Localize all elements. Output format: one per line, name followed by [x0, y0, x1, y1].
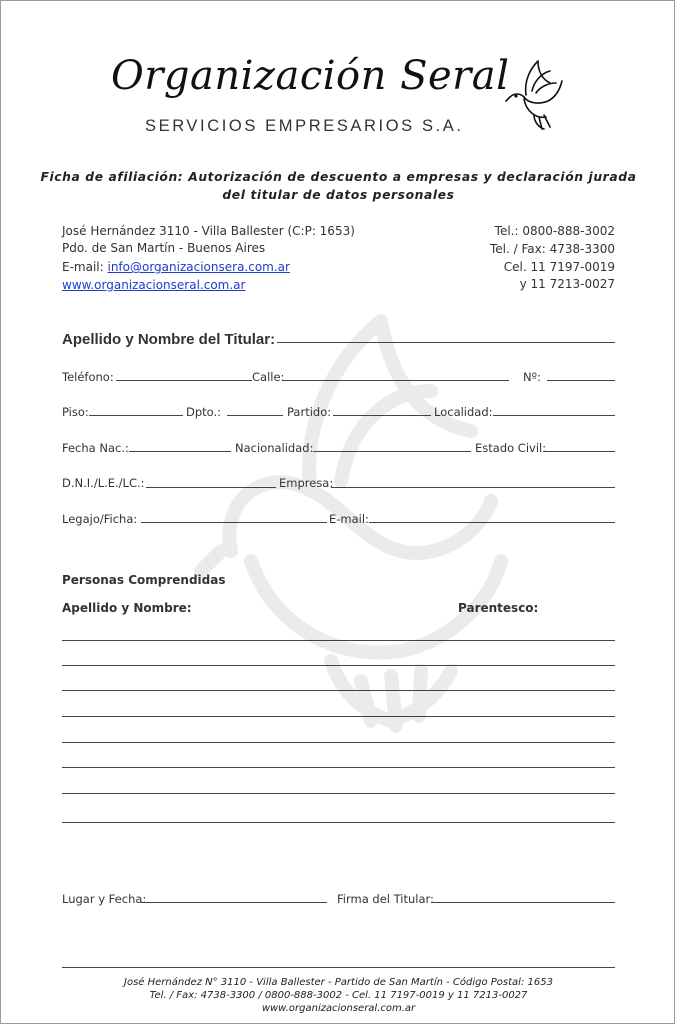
persons-row-field[interactable]	[62, 640, 615, 641]
footer-phones: Tel. / Fax: 4738-3300 / 0800-888-3002 - Cel. 11 7197-0019 y 11 7213-0027	[149, 990, 528, 1001]
numero-label: Nº:	[523, 370, 541, 384]
localidad-label: Localidad:	[434, 405, 493, 419]
address-line2: Pdo. de San Martín - Buenos Aires	[62, 241, 266, 255]
email-link[interactable]: info@organizacionsera.com.ar	[107, 260, 290, 274]
email-field[interactable]	[369, 522, 615, 523]
fecha-nac-label: Fecha Nac.:	[62, 441, 129, 455]
empresa-label: Empresa:	[279, 476, 334, 490]
website-row	[62, 278, 245, 292]
place-date-field[interactable]	[141, 902, 327, 903]
dove-icon	[504, 57, 566, 133]
nacionalidad-field[interactable]	[313, 451, 471, 452]
phone-tel: Tel.: 0800-888-3002	[494, 224, 615, 238]
brand-tagline: SERVICIOS EMPRESARIOS S.A.	[145, 117, 464, 135]
email-row	[62, 260, 290, 274]
estado-civil-field[interactable]	[543, 451, 615, 452]
form-title-line2: del titular de datos personales	[222, 188, 455, 202]
phone-telfax: Tel. / Fax: 4738-3300	[489, 242, 615, 256]
persons-row-field[interactable]	[62, 767, 615, 768]
dpto-label: Dpto.:	[186, 405, 222, 419]
form-title: Ficha de afiliación: Autorización de descuento a empresas y declaración jurada	[40, 170, 637, 184]
persons-name-column: Apellido y Nombre:	[62, 601, 192, 615]
persons-row-field[interactable]	[62, 742, 615, 743]
persons-row-field[interactable]	[62, 822, 615, 823]
signature-label: Firma del Titular:	[337, 892, 434, 906]
dni-field[interactable]	[146, 487, 276, 488]
numero-field[interactable]	[547, 380, 615, 381]
estado-civil-label: Estado Civil:	[475, 441, 547, 455]
localidad-field[interactable]	[493, 415, 615, 416]
email-label: E-mail:	[62, 260, 108, 274]
calle-field[interactable]	[283, 380, 509, 381]
partido-field[interactable]	[333, 415, 431, 416]
persons-heading: Personas Comprendidas	[62, 573, 226, 587]
footer-address: José Hernández N° 3110 - Villa Ballester - Partido de San Martín - Código Postal: 1653	[124, 977, 553, 988]
calle-label: Calle:	[252, 370, 285, 384]
signature-field[interactable]	[431, 902, 615, 903]
legajo-field[interactable]	[141, 522, 327, 523]
phone-cel2: y 11 7213-0027	[519, 277, 615, 291]
persons-row-field[interactable]	[62, 690, 615, 691]
persons-row-field[interactable]	[62, 793, 615, 794]
piso-label: Piso:	[62, 405, 89, 419]
persons-row-field[interactable]	[62, 665, 615, 666]
brand-name: Organización Seral	[111, 53, 510, 99]
telefono-field[interactable]	[116, 380, 252, 381]
website-link[interactable]: www.organizacionseral.com.ar	[62, 278, 246, 292]
persons-row-field[interactable]	[62, 716, 615, 717]
piso-field[interactable]	[89, 415, 183, 416]
footer-divider	[62, 967, 615, 968]
partido-label: Partido:	[287, 405, 332, 419]
holder-name-field[interactable]	[277, 342, 615, 343]
email-field-label: E-mail:	[329, 512, 369, 526]
place-date-label: Lugar y Fecha:	[62, 892, 147, 906]
legajo-label: Legajo/Ficha:	[62, 512, 138, 526]
nacionalidad-label: Nacionalidad:	[235, 441, 314, 455]
dni-label: D.N.I./L.E./LC.:	[62, 476, 145, 490]
phone-cel1: Cel. 11 7197-0019	[503, 260, 615, 274]
telefono-label: Teléfono:	[62, 370, 114, 384]
holder-heading: Apellido y Nombre del Titular:	[62, 331, 276, 348]
footer-website: www.organizacionseral.com.ar	[261, 1003, 416, 1014]
empresa-field[interactable]	[331, 487, 615, 488]
address-line1: José Hernández 3110 - Villa Ballester (C:P: 1653)	[62, 224, 355, 238]
fecha-nac-field[interactable]	[129, 451, 231, 452]
dpto-field[interactable]	[227, 415, 283, 416]
persons-relation-column: Parentesco:	[458, 601, 539, 615]
